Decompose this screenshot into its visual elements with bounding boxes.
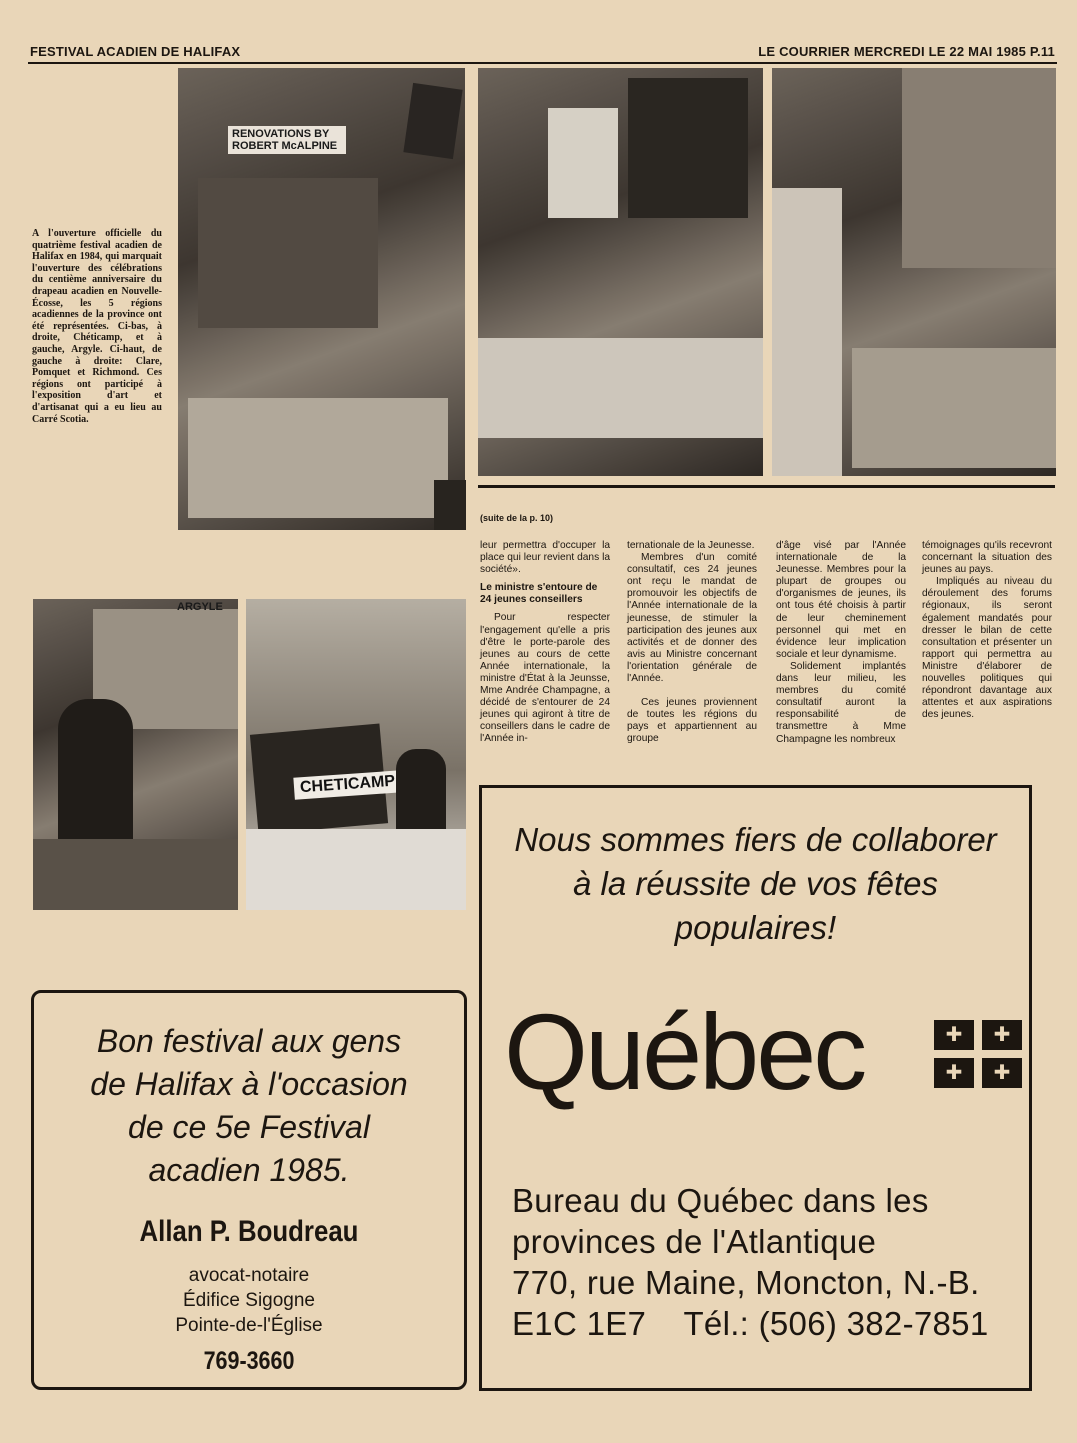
article-paragraph: d'âge visé par l'Année internationale de la Jeunesse. Membres pour la plupart de groupes ou d'organismes de jeunes, ils ont tous été choisis à partir de leur cheminement personnel qui met en évidence leur implication sociale et leur dynamisme. bbox=[776, 540, 906, 660]
quebec-slogan-line: Nous sommes fiers de collaborer bbox=[514, 821, 997, 858]
article-paragraph: Impliqués au niveau du déroulement des forums régionaux, ils seront également mandatés pour dresser le bilan de cette consultation et présenter un rapport qui permettra au Ministre d'élaborer de nouvelles politiques qui répondront davantage aux attentes et aux aspirations des jeunes. bbox=[922, 576, 1052, 721]
article-paragraph: Membres d'un comité consultatif, ces 24 jeunes ont reçu le mandat de promouvoir les objectifs de l'Année internationale de la jeunesse, de stimuler la participation des jeunes aux activités et de donner des avis au Ministre concernant l'orientation générale de l'Année. bbox=[627, 552, 757, 685]
boudreau-greeting bbox=[34, 1020, 464, 1192]
article-column-4 bbox=[922, 540, 1052, 721]
fleur-de-lis-icon: ✚ bbox=[982, 1058, 1022, 1088]
section-header: FESTIVAL ACADIEN DE HALIFAX bbox=[30, 44, 241, 59]
article-paragraph: Pour respecter l'engagement qu'elle a pris d'être le porte-parole des jeunes au cours de cette Année internationale, la ministre d'État à la Jeunsse, Mme Andrée Champagne, a décidé de s'entourer de 24 jeunes qui agiront à titre de conseillers dans le cadre de l'Année in- bbox=[480, 612, 610, 745]
photo-clare-booth bbox=[178, 68, 465, 530]
address-line: 770, rue Maine, Moncton, N.-B. bbox=[512, 1264, 980, 1301]
article-paragraph: témoignages qu'ils recevront concernant la situation des jeunes au pays. bbox=[922, 540, 1052, 576]
photo-figure-shape bbox=[396, 749, 446, 839]
photo-wall-panel bbox=[198, 178, 378, 328]
quebec-slogan-line: populaires! bbox=[674, 909, 837, 946]
quebec-office-address bbox=[512, 1180, 988, 1344]
article-column-1 bbox=[480, 540, 610, 746]
quebec-flag-icon bbox=[934, 1020, 1026, 1092]
photo-table-shape bbox=[188, 398, 448, 518]
article-paragraph: Solidement implantés dans leur milieu, les membres du comité consultatif auront la responsabilité de transmettre à Mme Champagne les nombreux bbox=[776, 660, 906, 745]
photo-table-shape bbox=[852, 348, 1056, 468]
greeting-line: de ce 5e Festival bbox=[128, 1109, 370, 1145]
address-line: provinces de l'Atlantique bbox=[512, 1223, 877, 1260]
article-paragraph: Ces jeunes proviennent de toutes les régions du pays et appartiennent au groupe bbox=[627, 697, 757, 745]
article-top-rule bbox=[478, 485, 1055, 488]
advertiser-title: avocat-notaire bbox=[188, 1265, 310, 1286]
photo-dark-strip bbox=[434, 480, 466, 530]
greeting-line: acadien 1985. bbox=[148, 1152, 350, 1188]
boudreau-advertisement bbox=[31, 990, 467, 1390]
greeting-line: Bon festival aux gens bbox=[96, 1023, 402, 1059]
photo-sign-mcalpine: RENOVATIONS BY ROBERT McALPINE bbox=[228, 126, 346, 154]
advertiser-building: Édifice Sigogne bbox=[182, 1290, 316, 1311]
photo-table-shape bbox=[478, 338, 763, 438]
address-line: E1C 1E7 Tél.: (506) 382-7851 bbox=[512, 1305, 989, 1342]
photo-table-shape bbox=[33, 839, 238, 910]
quebec-advertisement bbox=[479, 785, 1032, 1391]
article-subhead: Le ministre s'entoure de 24 jeunes conseillers bbox=[480, 582, 598, 606]
quebec-slogan bbox=[482, 818, 1029, 950]
greeting-line: de Halifax à l'occasion bbox=[90, 1066, 408, 1102]
quebec-logo-wordmark: Québec bbox=[504, 991, 865, 1112]
page-dateline: LE COURRIER MERCREDI LE 22 MAI 1985 P.11 bbox=[758, 44, 1055, 59]
photo-quilt-shape bbox=[902, 68, 1056, 268]
address-line: Bureau du Québec dans les bbox=[512, 1182, 929, 1219]
photo-richmond-booth bbox=[772, 68, 1056, 476]
advertiser-town: Pointe-de-l'Église bbox=[175, 1315, 323, 1336]
advertiser-phone: 769-3660 bbox=[203, 1347, 295, 1375]
photo-cheticamp-booth bbox=[246, 599, 466, 910]
photo-banner-cheticamp: CHETICAMP bbox=[293, 770, 401, 799]
photo-figure-shape bbox=[58, 699, 133, 859]
continued-from: (suite de la p. 10) bbox=[480, 513, 554, 523]
photo-table-shape bbox=[246, 829, 466, 910]
article-column-3 bbox=[776, 540, 906, 746]
quebec-slogan-line: à la réussite de vos fêtes bbox=[572, 865, 939, 902]
photo-flag-shape bbox=[548, 108, 618, 218]
photo-argyle-booth bbox=[33, 599, 238, 910]
photo-sign-argyle: ARGYLE bbox=[177, 601, 223, 613]
article-paragraph: ternationale de la Jeunesse. bbox=[627, 540, 755, 551]
photo-figure-shape bbox=[772, 188, 842, 476]
header-rule bbox=[28, 62, 1057, 64]
photo-quilt-shape bbox=[628, 78, 748, 218]
photo-flag-shape bbox=[403, 83, 462, 159]
photo-pomquet-booth bbox=[478, 68, 763, 476]
article-column-2 bbox=[627, 540, 757, 746]
fleur-de-lis-icon: ✚ bbox=[982, 1020, 1022, 1050]
fleur-de-lis-icon: ✚ bbox=[934, 1058, 974, 1088]
fleur-de-lis-icon: ✚ bbox=[934, 1020, 974, 1050]
article-paragraph: leur permettra d'occuper la place qui leur revient dans la société». bbox=[480, 540, 610, 576]
advertiser-name: Allan P. Boudreau bbox=[139, 1215, 359, 1248]
advertiser-info bbox=[34, 1263, 464, 1338]
photo-caption: A l'ouverture officielle du quatrième festival acadien de Halifax en 1984, qui marquait l'ouverture des célébrations du centième anniversaire du drapeau acadien en Nouvelle-Écosse, les 5 régions acadiennes de la province ont été représentées. Ci-bas, à droite, Chéticamp, et à gauche, Argyle. Ci-haut, de gauche à droite: Clare, Pomquet et Richmond. Ces régions ont participé à l'exposition d'art et d'artisanat qui a eu lieu au Carré Scotia. bbox=[32, 228, 162, 425]
